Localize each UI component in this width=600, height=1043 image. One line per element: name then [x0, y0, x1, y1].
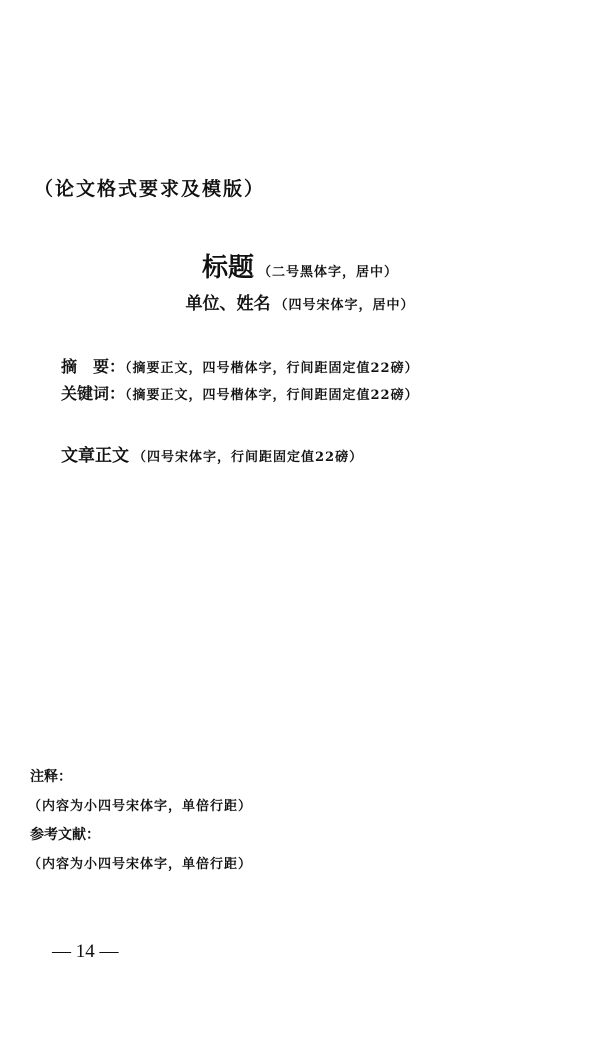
title-line: [0, 247, 600, 284]
abstract-label: 摘 要：: [61, 357, 126, 376]
abstract-text: （摘要正文，四号楷体字，行间距固定值22磅）: [125, 361, 419, 376]
body-format-note: （四号宋体字，行间距固定值22磅）: [133, 450, 364, 465]
keywords-text: （摘要正文，四号楷体字，行间距固定值22磅）: [125, 388, 419, 403]
body-line: [61, 441, 363, 466]
body-heading: 文章正文: [61, 446, 129, 466]
keywords-label: 关键词：: [61, 384, 126, 403]
references-text: （内容为小四号宋体字，单倍行距）: [28, 857, 253, 872]
references-label: 参考文献：: [30, 827, 100, 843]
format-template-note: （论文格式要求及模版）: [34, 178, 266, 200]
notes-text: （内容为小四号宋体字，单倍行距）: [28, 799, 253, 814]
author-line: [0, 289, 600, 314]
title-format-note: （二号黑体字，居中）: [258, 265, 399, 280]
notes-label: 注释：: [30, 769, 72, 785]
abstract-line: [61, 354, 419, 377]
author-format-note: （四号宋体字，居中）: [274, 298, 415, 313]
page-number: — 14 —: [52, 941, 119, 962]
author-affiliation: 单位、姓名: [185, 294, 271, 314]
title-heading: 标题: [201, 253, 254, 283]
keywords-line: [61, 381, 419, 404]
